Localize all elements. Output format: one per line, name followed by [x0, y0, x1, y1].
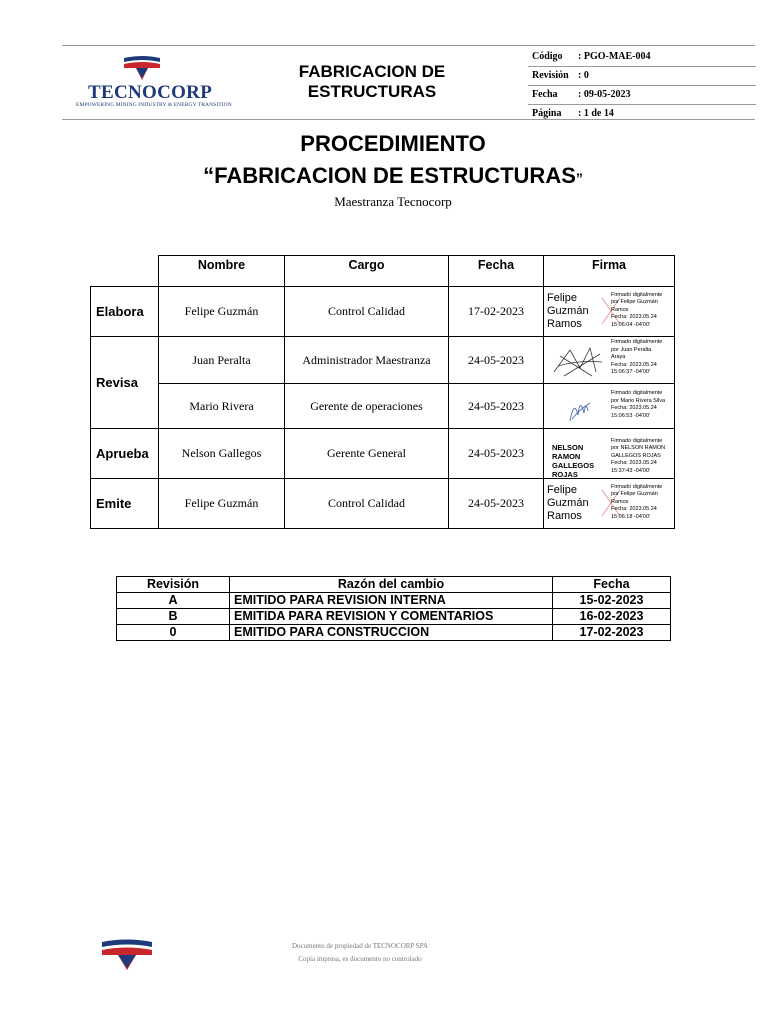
company-name: TECNOCORP: [88, 82, 213, 103]
header-title-line1: FABRICACION DE: [298, 62, 446, 81]
cargo-cell: Gerente General: [285, 429, 449, 479]
sig-line: GALLEGOS ROJAS: [611, 452, 661, 459]
signature-details: [611, 292, 673, 330]
signature-details: [611, 339, 673, 377]
firma-cell: [544, 479, 675, 529]
header-firma: Firma: [544, 256, 675, 287]
footer-notice: [230, 940, 490, 966]
meta-value: : 09-05-2023: [578, 89, 631, 100]
nombre-cell: Felipe Guzmán: [159, 287, 285, 337]
sig-line: Ramos: [611, 306, 629, 313]
sig-line: por Mario Rivera Silva: [611, 397, 666, 404]
digital-signature: [544, 384, 674, 428]
fecha-cell: 15-02-2023: [553, 593, 671, 609]
table-row: [91, 479, 675, 529]
nombre-cell: Felipe Guzmán: [159, 479, 285, 529]
header-title-line2: ESTRUCTURAS: [307, 82, 437, 101]
meta-value: : PGO-MAE-004: [578, 51, 651, 62]
fecha-cell: 24-05-2023: [449, 337, 544, 384]
cargo-cell: Control Calidad: [285, 479, 449, 529]
sig-line: por NELSON RAMON: [611, 445, 666, 451]
role-elabora: Elabora: [91, 287, 159, 337]
sig-line: por Juan Peralta: [611, 346, 652, 353]
meta-label: Fecha: [532, 89, 558, 100]
digital-signature: [544, 480, 674, 528]
sig-line: Fecha: 2023.05.24: [611, 460, 657, 466]
meta-value: : 1 de 14: [578, 108, 614, 119]
nombre-cell: Nelson Gallegos: [159, 429, 285, 479]
header-fecha: Fecha: [449, 256, 544, 287]
sig-line: Fecha: 2023.05.24: [611, 314, 657, 320]
tecnocorp-logo-icon: [122, 54, 162, 82]
table-row: [91, 384, 675, 429]
header-fecha: Fecha: [553, 577, 671, 593]
razon-cell: EMITIDA PARA REVISION Y COMENTARIOS: [230, 609, 553, 625]
footer-line-2: Copia impresa, es documento no controlado: [298, 955, 422, 963]
signature-details: [611, 390, 673, 420]
meta-row-revision: [528, 67, 756, 86]
handwritten-signature-icon: [550, 389, 606, 427]
meta-label: Página: [532, 108, 562, 119]
razon-cell: EMITIDO PARA REVISION INTERNA: [230, 593, 553, 609]
firma-cell: [544, 287, 675, 337]
cargo-cell: Gerente de operaciones: [285, 384, 449, 429]
sig-line: 15:06:37 -04'00': [611, 369, 651, 375]
company-tagline: EMPOWERING MINING INDUSTRY & ENERGY TRANSITION: [76, 102, 232, 108]
sig-line: Ramos: [611, 498, 629, 505]
fecha-cell: 17-02-2023: [553, 625, 671, 641]
sig-line: Fecha: 2023.05.24: [611, 361, 657, 368]
header-nombre: Nombre: [159, 256, 285, 287]
meta-value: : 0: [578, 70, 589, 81]
sig-line: Firmado digitalmente: [611, 483, 663, 490]
role-revisa: Revisa: [91, 337, 159, 429]
document-meta: [528, 48, 756, 123]
header-razon: Razón del cambio: [230, 577, 553, 593]
table-row: [117, 609, 671, 625]
sig-line: Fecha: 2023.05.24: [611, 506, 657, 512]
document-subject-text: “FABRICACION DE ESTRUCTURAS: [203, 163, 576, 188]
sig-line: por Felipe Guzmán: [611, 491, 658, 497]
revision-cell: B: [117, 609, 230, 625]
tecnocorp-logo: [72, 52, 232, 112]
digital-signature: [544, 430, 674, 478]
cargo-cell: Administrador Maestranza: [285, 337, 449, 384]
firma-cell: [544, 429, 675, 479]
fecha-cell: 24-05-2023: [449, 479, 544, 529]
cargo-cell: Control Calidad: [285, 287, 449, 337]
fecha-cell: 17-02-2023: [449, 287, 544, 337]
revision-table: [116, 576, 671, 641]
meta-row-pagina: [528, 105, 756, 123]
approval-header-row: [91, 256, 675, 287]
approval-table: [90, 255, 675, 529]
header-revision: Revisión: [117, 577, 230, 593]
sig-line: Firmado digitalmente: [611, 437, 663, 444]
document-subject-close-quote: ”: [575, 170, 583, 186]
handwritten-signature-icon: [550, 342, 606, 380]
revision-cell: 0: [117, 625, 230, 641]
signer-name: Felipe Guzmán Ramos: [547, 483, 589, 522]
signature-details: [611, 438, 673, 476]
signer-name: NELSON RAMON GALLEGOS ROJAS: [552, 442, 595, 478]
sig-line: 15:06:18 -04'00': [611, 513, 651, 520]
sig-line: 15:37:43 -04'00': [611, 467, 651, 474]
nombre-cell: Juan Peralta: [159, 337, 285, 384]
signature-details: [611, 484, 673, 522]
role-aprueba: Aprueba: [91, 429, 159, 479]
digital-signature: [544, 337, 674, 383]
header-top-rule: [62, 45, 755, 46]
footer-line-1: Documento de propiedad de TECNOCORP SPA: [291, 942, 429, 950]
digital-signature: [544, 288, 674, 336]
sig-line: Firmado digitalmente: [611, 291, 663, 298]
signer-name: Felipe Guzmán Ramos: [547, 291, 589, 330]
sig-line: Firmado digitalmente: [611, 390, 663, 396]
fecha-cell: 24-05-2023: [449, 429, 544, 479]
role-emite: Emite: [91, 479, 159, 529]
table-row: [91, 337, 675, 384]
table-row: [91, 287, 675, 337]
sig-line: por Felipe Guzmán: [611, 299, 658, 305]
meta-label: Revisión: [532, 70, 569, 81]
header-cargo: Cargo: [285, 256, 449, 287]
sig-line: 15:06:53 -04'00': [611, 412, 651, 419]
revision-cell: A: [117, 593, 230, 609]
sig-line: Araya: [611, 354, 626, 360]
table-row: [117, 593, 671, 609]
firma-cell: [544, 384, 675, 429]
header-title: [268, 62, 476, 102]
sig-line: Firmado digitalmente: [611, 339, 663, 345]
razon-cell: EMITIDO PARA CONSTRUCCION: [230, 625, 553, 641]
revision-header-row: [117, 577, 671, 593]
table-row: [117, 625, 671, 641]
meta-row-codigo: [528, 48, 756, 67]
firma-cell: [544, 337, 675, 384]
document-title: PROCEDIMIENTO: [300, 131, 486, 156]
document-subject: [0, 163, 768, 189]
sig-line: Fecha: 2023.05.24: [611, 405, 657, 411]
footer-logo-icon: [100, 938, 154, 972]
fecha-cell: 24-05-2023: [449, 384, 544, 429]
nombre-cell: Mario Rivera: [159, 384, 285, 429]
meta-label: Código: [532, 51, 563, 62]
table-row: [91, 429, 675, 479]
approval-header-blank: [91, 256, 159, 287]
document-subtitle: Maestranza Tecnocorp: [334, 194, 452, 209]
fecha-cell: 16-02-2023: [553, 609, 671, 625]
sig-line: 15:06:04 -04'00': [611, 321, 651, 328]
meta-row-fecha: [528, 86, 756, 105]
